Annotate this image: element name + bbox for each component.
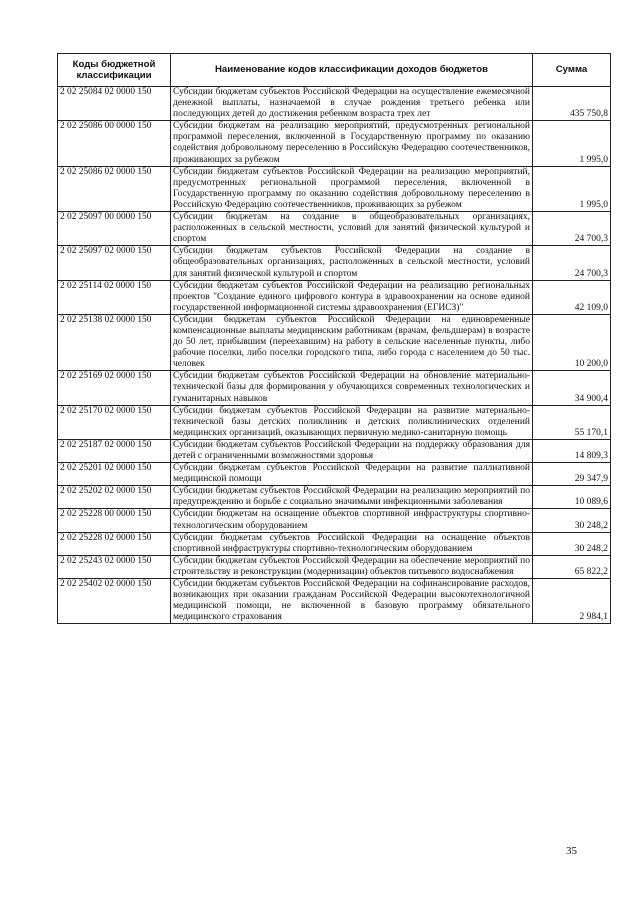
code-cell: 2 02 25169 02 0000 150 <box>58 371 171 405</box>
name-cell: Субсидии бюджетам субъектов Российской Федерации на реализацию мероприятий, предусмотренных региональной программой переселения, включенной в Государственную программу по оказанию содействия добровольному переселению в Российскую Федерацию соотечественников, проживающих за рубежом <box>171 166 533 211</box>
code-cell: 2 02 25138 02 0000 150 <box>58 314 171 370</box>
table-row <box>58 314 611 370</box>
table-row <box>58 371 611 405</box>
table-row <box>58 532 611 555</box>
header-name: Наименование кодов классификации доходов бюджетов <box>171 54 533 87</box>
name-cell: Субсидии бюджетам субъектов Российской Федерации на реализацию региональных проектов "Создание единого цифрового контура в здравоохранении на основе единой государственной информационной системы здравоохранения (ЕГИСЗ)" <box>171 280 533 314</box>
name-cell: Субсидии бюджетам субъектов Российской Федерации на развитие паллиативной медицинской помощи <box>171 463 533 486</box>
table-body <box>58 87 611 624</box>
sum-cell: 10 089,6 <box>533 486 611 509</box>
sum-cell: 1 995,0 <box>533 121 611 166</box>
header-sum: Сумма <box>533 54 611 87</box>
header-code: Коды бюджетной классификации <box>58 54 171 87</box>
sum-cell: 55 170,1 <box>533 405 611 439</box>
name-cell: Субсидии бюджетам субъектов Российской Федерации на развитие материально-технической базы детских поликлиник и детских поликлинических отделений медицинских организаций, оказывающих первичную медико-санитарную помощь <box>171 405 533 439</box>
sum-cell: 34 900,4 <box>533 371 611 405</box>
code-cell: 2 02 25114 02 0000 150 <box>58 280 171 314</box>
sum-cell: 30 248,2 <box>533 509 611 532</box>
name-cell: Субсидии бюджетам субъектов Российской Федерации на обновление материально-технической базы для формирования у обучающихся современных технологических и гуманитарных навыков <box>171 371 533 405</box>
sum-cell: 30 248,2 <box>533 532 611 555</box>
table-row <box>58 463 611 486</box>
table-row <box>58 212 611 246</box>
code-cell: 2 02 25243 02 0000 150 <box>58 555 171 578</box>
code-cell: 2 02 25187 02 0000 150 <box>58 439 171 462</box>
table-row <box>58 166 611 211</box>
sum-cell: 10 200,0 <box>533 314 611 370</box>
sum-cell: 24 700,3 <box>533 246 611 280</box>
name-cell: Субсидии бюджетам субъектов Российской Федерации на обеспечение мероприятий по строительству и реконструкции (модернизации) объектов питьевого водоснабжения <box>171 555 533 578</box>
table-row <box>58 246 611 280</box>
sum-cell: 65 822,2 <box>533 555 611 578</box>
code-cell: 2 02 25402 02 0000 150 <box>58 579 171 624</box>
table-row <box>58 509 611 532</box>
code-cell: 2 02 25228 00 0000 150 <box>58 509 171 532</box>
name-cell: Субсидии бюджетам субъектов Российской Федерации на поддержку образования для детей с ограниченными возможностями здоровья <box>171 439 533 462</box>
table-row <box>58 555 611 578</box>
code-cell: 2 02 25086 02 0000 150 <box>58 166 171 211</box>
table-row <box>58 87 611 121</box>
table-row <box>58 121 611 166</box>
code-cell: 2 02 25086 00 0000 150 <box>58 121 171 166</box>
table-row <box>58 280 611 314</box>
sum-cell: 24 700,3 <box>533 212 611 246</box>
code-cell: 2 02 25201 02 0000 150 <box>58 463 171 486</box>
code-cell: 2 02 25170 02 0000 150 <box>58 405 171 439</box>
code-cell: 2 02 25097 00 0000 150 <box>58 212 171 246</box>
sum-cell: 2 984,1 <box>533 579 611 624</box>
table-row <box>58 405 611 439</box>
table-header-row <box>58 54 611 87</box>
sum-cell: 14 809,3 <box>533 439 611 462</box>
budget-table <box>57 53 611 624</box>
name-cell: Субсидии бюджетам субъектов Российской Федерации на осуществление ежемесячной денежной выплаты, назначаемой в случае рождения третьего ребенка или последующих детей до достижения ребенком возраста трех лет <box>171 87 533 121</box>
table-row <box>58 439 611 462</box>
table-row <box>58 579 611 624</box>
table-row <box>58 486 611 509</box>
name-cell: Субсидии бюджетам на оснащение объектов спортивной инфраструктуры спортивно-технологическим оборудованием <box>171 509 533 532</box>
page-number: 35 <box>566 845 577 857</box>
code-cell: 2 02 25228 02 0000 150 <box>58 532 171 555</box>
name-cell: Субсидии бюджетам на реализацию мероприятий, предусмотренных региональной программой переселения, включенной в Государственную программу по оказанию содействия добровольному переселению в Российскую Федерацию соотечественников, проживающих за рубежом <box>171 121 533 166</box>
sum-cell: 29 347,9 <box>533 463 611 486</box>
code-cell: 2 02 25084 02 0000 150 <box>58 87 171 121</box>
name-cell: Субсидии бюджетам субъектов Российской Федерации на софинансирование расходов, возникающих при оказании гражданам Российской Федерации высокотехнологичной медицинской помощи, не включенной в базовую программу обязательного медицинского страхования <box>171 579 533 624</box>
code-cell: 2 02 25097 02 0000 150 <box>58 246 171 280</box>
code-cell: 2 02 25202 02 0000 150 <box>58 486 171 509</box>
name-cell: Субсидии бюджетам субъектов Российской Федерации на реализацию мероприятий по предупреждению и борьбе с социально значимыми инфекционными заболевания <box>171 486 533 509</box>
name-cell: Субсидии бюджетам субъектов Российской Федерации на создание в общеобразовательных организациях, расположенных в сельской местности, условий для занятий физической культурой и спортом <box>171 246 533 280</box>
sum-cell: 435 750,8 <box>533 87 611 121</box>
name-cell: Субсидии бюджетам субъектов Российской Федерации на оснащение объектов спортивной инфраструктуры спортивно-технологическим оборудованием <box>171 532 533 555</box>
sum-cell: 42 109,0 <box>533 280 611 314</box>
name-cell: Субсидии бюджетам субъектов Российской Федерации на единовременные компенсационные выплаты медицинским работникам (врачам, фельдшерам) в возрасте до 50 лет, прибывшим (переехавшим) на работу в сельские населенные пункты, либо рабочие поселки, либо поселки городского типа, либо города с населением до 50 тыс. человек <box>171 314 533 370</box>
name-cell: Субсидии бюджетам на создание в общеобразовательных организациях, расположенных в сельской местности, условий для занятий физической культурой и спортом <box>171 212 533 246</box>
sum-cell: 1 995,0 <box>533 166 611 211</box>
